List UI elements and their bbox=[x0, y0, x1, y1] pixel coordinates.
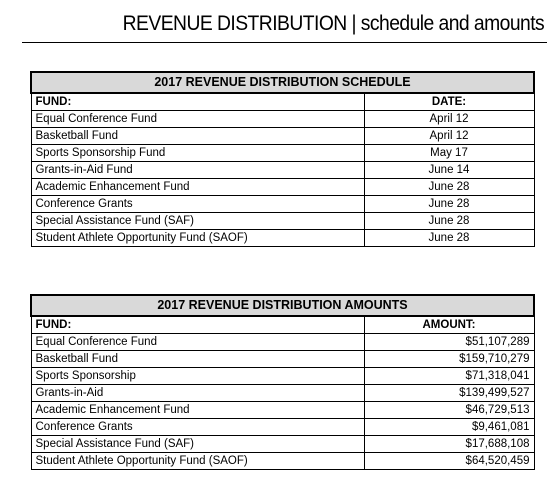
schedule-fund-header: FUND: bbox=[31, 93, 364, 111]
fund-cell: Academic Enhancement Fund bbox=[31, 402, 364, 419]
fund-cell: Special Assistance Fund (SAF) bbox=[31, 213, 364, 230]
amounts-table-title: 2017 REVENUE DISTRIBUTION AMOUNTS bbox=[31, 295, 534, 316]
fund-cell: Equal Conference Fund bbox=[31, 111, 364, 128]
fund-cell: Special Assistance Fund (SAF) bbox=[31, 436, 364, 453]
date-cell: June 28 bbox=[364, 230, 534, 247]
fund-cell: Grants-in-Aid Fund bbox=[31, 162, 364, 179]
table-row bbox=[31, 213, 534, 230]
date-cell: June 28 bbox=[364, 179, 534, 196]
amount-cell: $159,710,279 bbox=[364, 351, 534, 368]
date-cell: May 17 bbox=[364, 145, 534, 162]
date-cell: June 14 bbox=[364, 162, 534, 179]
schedule-header-row bbox=[31, 93, 534, 111]
table-row bbox=[31, 368, 534, 385]
schedule-table-title: 2017 REVENUE DISTRIBUTION SCHEDULE bbox=[31, 72, 534, 93]
date-cell: June 28 bbox=[364, 213, 534, 230]
table-row bbox=[31, 230, 534, 247]
table-row bbox=[31, 351, 534, 368]
schedule-title-row bbox=[31, 72, 534, 93]
amount-cell: $71,318,041 bbox=[364, 368, 534, 385]
date-cell: April 12 bbox=[364, 128, 534, 145]
amounts-header-row bbox=[31, 316, 534, 334]
amount-cell: $17,688,108 bbox=[364, 436, 534, 453]
amount-cell: $46,729,513 bbox=[364, 402, 534, 419]
table-row bbox=[31, 111, 534, 128]
amounts-amount-header: AMOUNT: bbox=[364, 316, 534, 334]
fund-cell: Student Athlete Opportunity Fund (SAOF) bbox=[31, 230, 364, 247]
amount-cell: $64,520,459 bbox=[364, 453, 534, 470]
table-row bbox=[31, 419, 534, 436]
fund-cell: Equal Conference Fund bbox=[31, 334, 364, 351]
date-cell: April 12 bbox=[364, 111, 534, 128]
fund-cell: Grants-in-Aid bbox=[31, 385, 364, 402]
table-row bbox=[31, 334, 534, 351]
title-divider bbox=[22, 42, 547, 43]
table-row bbox=[31, 385, 534, 402]
page-title: REVENUE DISTRIBUTION | schedule and amounts bbox=[122, 12, 544, 35]
amounts-table bbox=[30, 294, 535, 470]
table-row bbox=[31, 436, 534, 453]
table-row bbox=[31, 179, 534, 196]
amount-cell: $139,499,527 bbox=[364, 385, 534, 402]
table-row bbox=[31, 402, 534, 419]
amount-cell: $9,461,081 bbox=[364, 419, 534, 436]
fund-cell: Sports Sponsorship Fund bbox=[31, 145, 364, 162]
fund-cell: Basketball Fund bbox=[31, 351, 364, 368]
schedule-date-header: DATE: bbox=[364, 93, 534, 111]
table-row bbox=[31, 162, 534, 179]
schedule-table bbox=[30, 71, 535, 247]
fund-cell: Academic Enhancement Fund bbox=[31, 179, 364, 196]
amounts-title-row bbox=[31, 295, 534, 316]
fund-cell: Student Athlete Opportunity Fund (SAOF) bbox=[31, 453, 364, 470]
table-row bbox=[31, 453, 534, 470]
table-row bbox=[31, 196, 534, 213]
amounts-fund-header: FUND: bbox=[31, 316, 364, 334]
amount-cell: $51,107,289 bbox=[364, 334, 534, 351]
fund-cell: Conference Grants bbox=[31, 196, 364, 213]
date-cell: June 28 bbox=[364, 196, 534, 213]
fund-cell: Basketball Fund bbox=[31, 128, 364, 145]
fund-cell: Conference Grants bbox=[31, 419, 364, 436]
fund-cell: Sports Sponsorship bbox=[31, 368, 364, 385]
table-row bbox=[31, 145, 534, 162]
table-row bbox=[31, 128, 534, 145]
